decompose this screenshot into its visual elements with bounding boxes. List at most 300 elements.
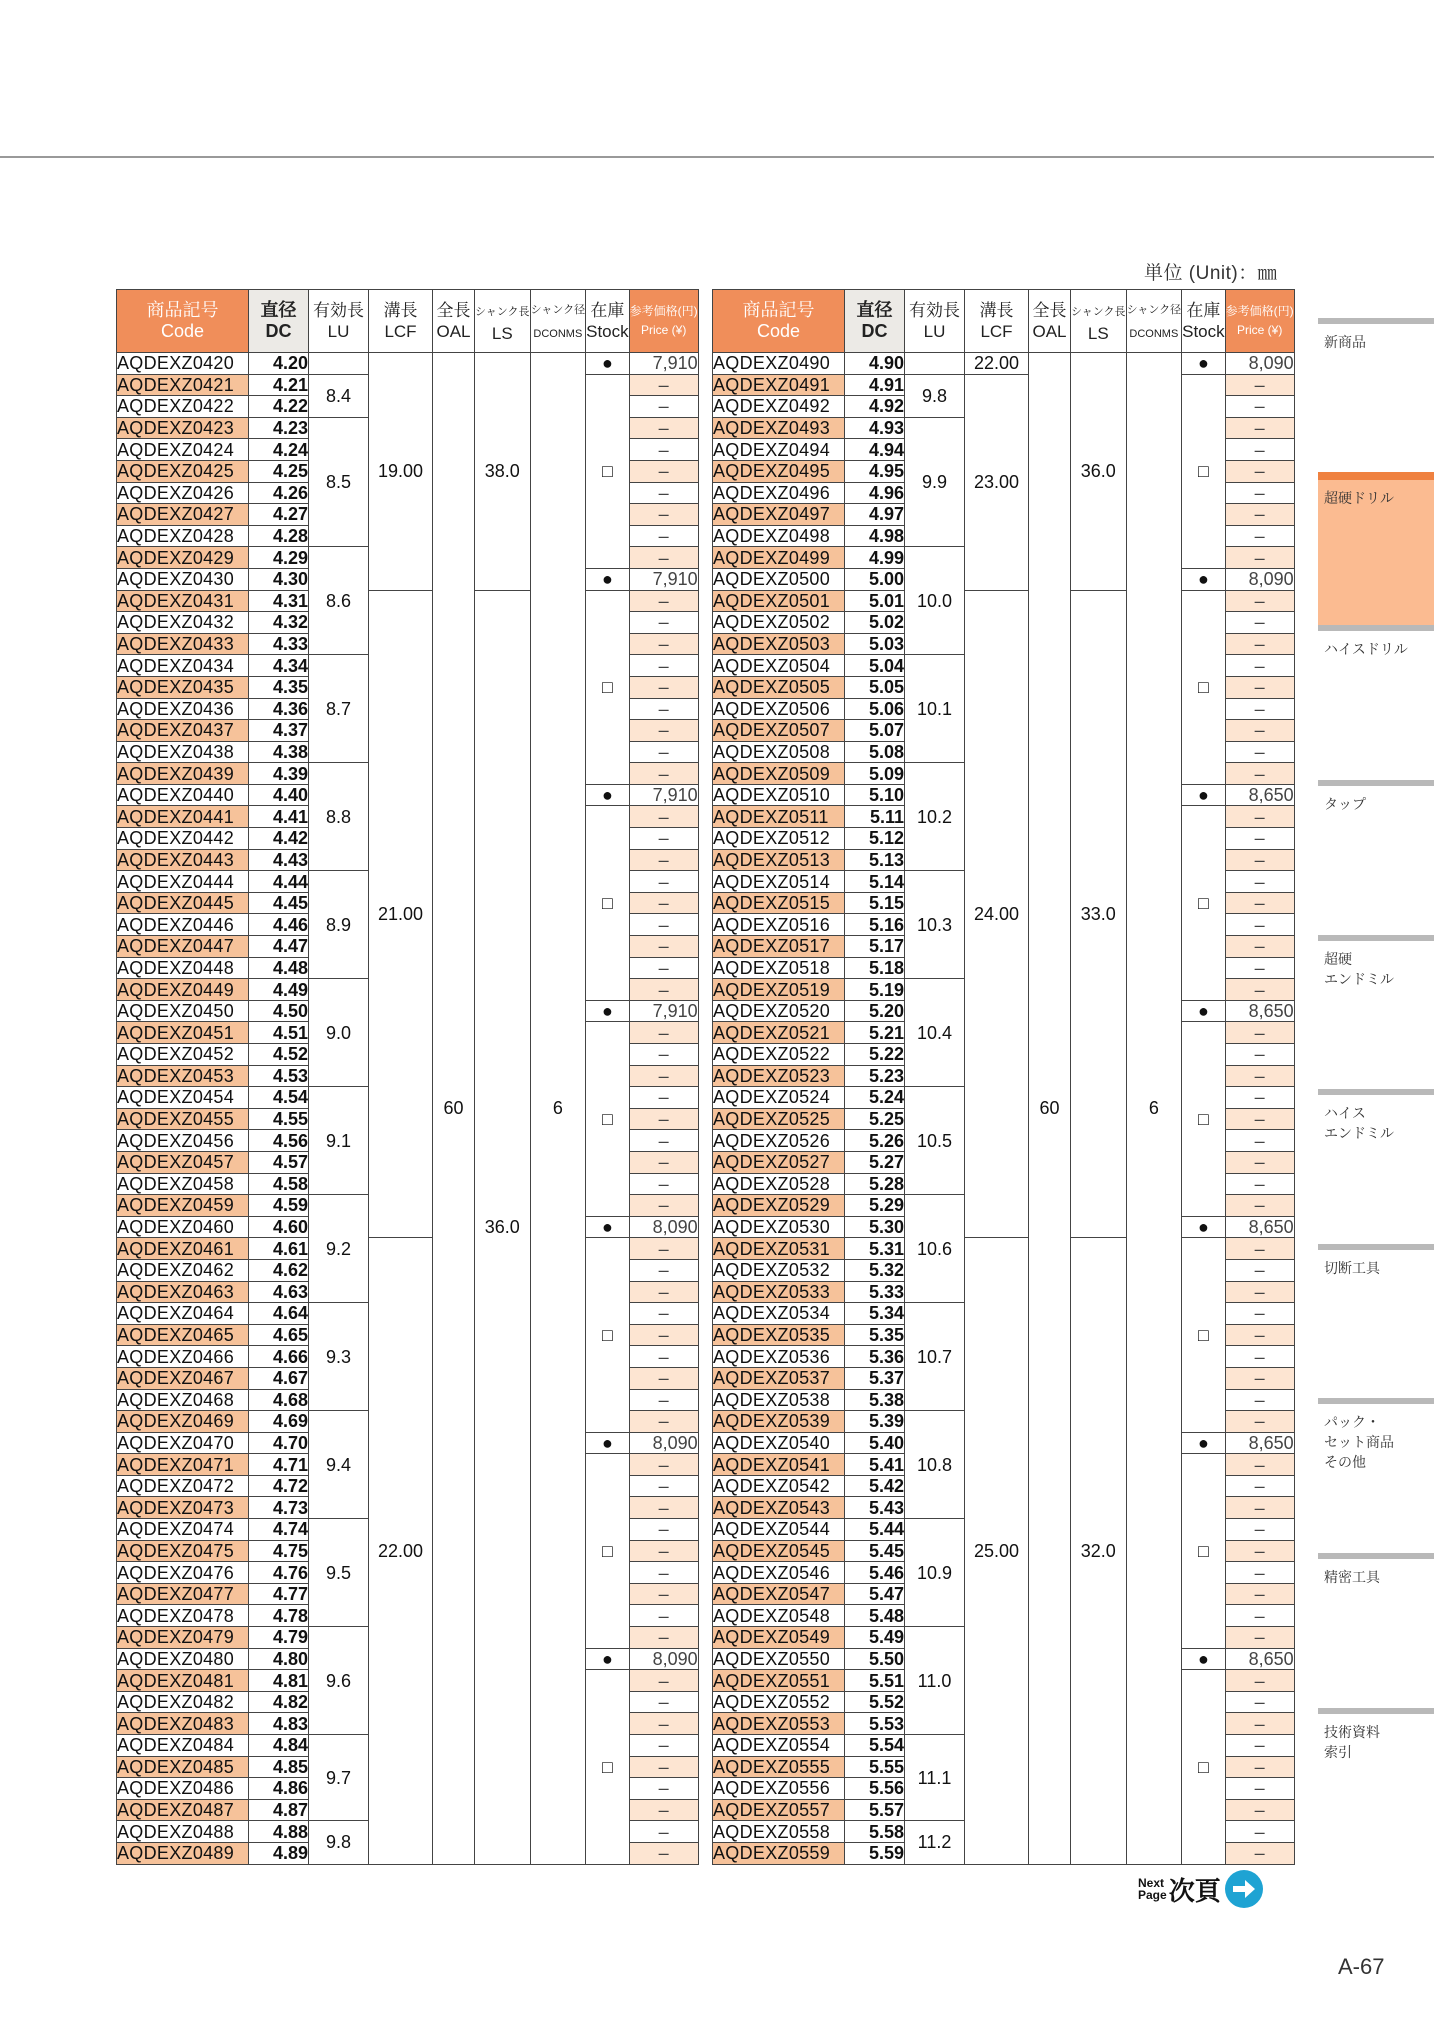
price-value: – xyxy=(629,482,698,504)
price-value: – xyxy=(1225,828,1294,850)
diameter-value: 5.10 xyxy=(845,784,905,806)
diameter-value: 4.67 xyxy=(249,1367,309,1389)
product-code: AQDEXZ0436 xyxy=(117,698,249,720)
col-header-stock-line: 在庫 xyxy=(590,301,625,320)
diameter-value: 5.41 xyxy=(845,1454,905,1476)
side-tab[interactable] xyxy=(1318,1089,1434,1143)
lu-value: 10.2 xyxy=(905,763,965,871)
price-value: – xyxy=(1225,1735,1294,1757)
diameter-value: 5.45 xyxy=(845,1540,905,1562)
product-code: AQDEXZ0503 xyxy=(713,633,845,655)
diameter-value: 4.83 xyxy=(249,1713,309,1735)
col-header-dcon xyxy=(1126,290,1182,353)
diameter-value: 4.27 xyxy=(249,504,309,526)
product-code: AQDEXZ0530 xyxy=(713,1216,845,1238)
price-value: – xyxy=(1225,1411,1294,1433)
col-header-oal-line: 全長 xyxy=(1032,301,1067,320)
diameter-value: 4.79 xyxy=(249,1627,309,1649)
arrow-right-circle-icon xyxy=(1225,1870,1263,1908)
price-value: – xyxy=(629,417,698,439)
side-tab-label xyxy=(1318,631,1434,659)
diameter-value: 5.21 xyxy=(845,1022,905,1044)
side-tab[interactable] xyxy=(1318,780,1434,814)
product-code: AQDEXZ0558 xyxy=(713,1821,845,1843)
product-code: AQDEXZ0473 xyxy=(117,1497,249,1519)
product-code: AQDEXZ0465 xyxy=(117,1324,249,1346)
col-header-dcon-line: DCONMS xyxy=(1129,328,1179,340)
lu-value: 9.4 xyxy=(309,1411,369,1519)
diameter-value: 4.28 xyxy=(249,525,309,547)
diameter-value: 5.35 xyxy=(845,1324,905,1346)
col-header-ls xyxy=(1071,290,1127,353)
lu-value: 11.0 xyxy=(905,1627,965,1735)
diameter-value: 4.95 xyxy=(845,460,905,482)
diameter-value: 4.85 xyxy=(249,1756,309,1778)
diameter-value: 4.90 xyxy=(845,353,905,375)
col-header-lu-line: LU xyxy=(923,322,946,341)
side-tab-line: パック・ xyxy=(1324,1414,1380,1430)
diameter-value: 4.71 xyxy=(249,1454,309,1476)
product-code: AQDEXZ0463 xyxy=(117,1281,249,1303)
price-value: 7,910 xyxy=(629,784,698,806)
product-code: AQDEXZ0554 xyxy=(713,1735,845,1757)
stock-value: □ xyxy=(586,806,630,1000)
product-code: AQDEXZ0482 xyxy=(117,1691,249,1713)
col-header-dc-line: 直径 xyxy=(260,300,297,320)
diameter-value: 4.59 xyxy=(249,1195,309,1217)
price-value: – xyxy=(629,1108,698,1130)
table-row xyxy=(117,353,699,375)
product-code: AQDEXZ0489 xyxy=(117,1842,249,1864)
product-code: AQDEXZ0480 xyxy=(117,1648,249,1670)
oal-value: 60 xyxy=(433,353,475,1865)
price-value: – xyxy=(1225,1627,1294,1649)
col-header-price xyxy=(1225,290,1294,353)
side-tab-line: エンドミル xyxy=(1324,1125,1394,1141)
col-header-lu-line: LU xyxy=(327,322,350,341)
lcf-value: 21.00 xyxy=(369,590,433,1238)
price-value: 8,090 xyxy=(1225,568,1294,590)
price-value: – xyxy=(1225,374,1294,396)
price-value: – xyxy=(629,504,698,526)
diameter-value: 4.87 xyxy=(249,1799,309,1821)
price-value: – xyxy=(629,957,698,979)
diameter-value: 5.06 xyxy=(845,698,905,720)
product-code: AQDEXZ0476 xyxy=(117,1562,249,1584)
price-value: – xyxy=(629,547,698,569)
diameter-value: 5.24 xyxy=(845,1087,905,1109)
side-tab[interactable] xyxy=(1318,318,1434,352)
diameter-value: 5.15 xyxy=(845,892,905,914)
product-code: AQDEXZ0509 xyxy=(713,763,845,785)
diameter-value: 5.53 xyxy=(845,1713,905,1735)
product-code: AQDEXZ0449 xyxy=(117,979,249,1001)
diameter-value: 4.31 xyxy=(249,590,309,612)
col-header-price-line: 参考価格(円) xyxy=(629,304,698,318)
side-tab[interactable] xyxy=(1318,935,1434,989)
price-value: – xyxy=(629,936,698,958)
price-value: – xyxy=(629,460,698,482)
diameter-value: 4.74 xyxy=(249,1519,309,1541)
col-header-price-line: Price (¥) xyxy=(1236,323,1283,337)
price-value: – xyxy=(1225,1691,1294,1713)
stock-value: ● xyxy=(1182,1000,1226,1022)
product-code: AQDEXZ0541 xyxy=(713,1454,845,1476)
price-value: – xyxy=(1225,1022,1294,1044)
ls-value: 36.0 xyxy=(475,590,531,1864)
unit-label: 単位 (Unit)：㎜ xyxy=(1144,263,1278,284)
diameter-value: 4.48 xyxy=(249,957,309,979)
product-code: AQDEXZ0548 xyxy=(713,1605,845,1627)
product-code: AQDEXZ0420 xyxy=(117,353,249,375)
price-value: – xyxy=(629,1130,698,1152)
side-tab-label xyxy=(1318,786,1434,814)
lu-value: 9.7 xyxy=(309,1735,369,1821)
product-code: AQDEXZ0505 xyxy=(713,676,845,698)
lcf-value: 22.00 xyxy=(369,1238,433,1864)
lu-value: 8.8 xyxy=(309,763,369,871)
price-value: – xyxy=(629,1022,698,1044)
side-tab-line: 索引 xyxy=(1324,1744,1352,1760)
price-value: – xyxy=(629,1044,698,1066)
price-value: – xyxy=(629,1259,698,1281)
diameter-value: 5.09 xyxy=(845,763,905,785)
price-value: – xyxy=(1225,396,1294,418)
side-tab-line: 超硬ドリル xyxy=(1324,490,1394,506)
diameter-value: 4.88 xyxy=(249,1821,309,1843)
lu-value: 8.4 xyxy=(309,374,369,417)
dcon-value: 6 xyxy=(530,353,586,1865)
price-value: – xyxy=(1225,957,1294,979)
price-value: – xyxy=(629,1065,698,1087)
product-code: AQDEXZ0545 xyxy=(713,1540,845,1562)
diameter-value: 5.36 xyxy=(845,1346,905,1368)
col-header-ls-line: LS xyxy=(491,323,513,343)
product-code: AQDEXZ0511 xyxy=(713,806,845,828)
product-code: AQDEXZ0429 xyxy=(117,547,249,569)
price-value: – xyxy=(1225,741,1294,763)
stock-value: ● xyxy=(586,1432,630,1454)
diameter-value: 5.28 xyxy=(845,1173,905,1195)
product-code: AQDEXZ0529 xyxy=(713,1195,845,1217)
side-tab-line: 切断工具 xyxy=(1324,1260,1380,1276)
price-value: – xyxy=(629,914,698,936)
diameter-value: 5.56 xyxy=(845,1778,905,1800)
price-value: – xyxy=(629,1303,698,1325)
diameter-value: 4.93 xyxy=(845,417,905,439)
col-header-oal-line: OAL xyxy=(436,322,471,341)
product-code: AQDEXZ0502 xyxy=(713,612,845,634)
product-code: AQDEXZ0535 xyxy=(713,1324,845,1346)
product-code: AQDEXZ0510 xyxy=(713,784,845,806)
product-code: AQDEXZ0428 xyxy=(117,525,249,547)
product-code: AQDEXZ0553 xyxy=(713,1713,845,1735)
price-value: – xyxy=(1225,1173,1294,1195)
diameter-value: 5.39 xyxy=(845,1411,905,1433)
product-code: AQDEXZ0455 xyxy=(117,1108,249,1130)
price-value: – xyxy=(1225,460,1294,482)
lu-value: 11.2 xyxy=(905,1821,965,1864)
diameter-value: 4.39 xyxy=(249,763,309,785)
diameter-value: 5.00 xyxy=(845,568,905,590)
diameter-value: 4.97 xyxy=(845,504,905,526)
price-value: – xyxy=(629,1087,698,1109)
price-value: – xyxy=(629,396,698,418)
diameter-value: 4.29 xyxy=(249,547,309,569)
product-code: AQDEXZ0477 xyxy=(117,1583,249,1605)
lu-value: 10.7 xyxy=(905,1303,965,1411)
price-value: – xyxy=(1225,482,1294,504)
diameter-value: 4.32 xyxy=(249,612,309,634)
product-code: AQDEXZ0512 xyxy=(713,828,845,850)
price-value: – xyxy=(629,849,698,871)
lu-value: 8.7 xyxy=(309,655,369,763)
diameter-value: 4.89 xyxy=(249,1842,309,1864)
lu-value: 10.4 xyxy=(905,979,965,1087)
product-code: AQDEXZ0488 xyxy=(117,1821,249,1843)
product-code: AQDEXZ0519 xyxy=(713,979,845,1001)
next-page-link[interactable] xyxy=(1138,1870,1263,1908)
price-value: – xyxy=(1225,590,1294,612)
diameter-value: 5.16 xyxy=(845,914,905,936)
product-code: AQDEXZ0433 xyxy=(117,633,249,655)
product-code: AQDEXZ0497 xyxy=(713,504,845,526)
product-code: AQDEXZ0522 xyxy=(713,1044,845,1066)
stock-value: ● xyxy=(586,1000,630,1022)
price-value: – xyxy=(629,1605,698,1627)
diameter-value: 4.62 xyxy=(249,1259,309,1281)
diameter-value: 5.29 xyxy=(845,1195,905,1217)
diameter-value: 5.07 xyxy=(845,720,905,742)
lu-value: 10.0 xyxy=(905,547,965,655)
side-tab-label xyxy=(1318,1714,1434,1762)
product-code: AQDEXZ0525 xyxy=(713,1108,845,1130)
price-value: – xyxy=(629,741,698,763)
diameter-value: 4.76 xyxy=(249,1562,309,1584)
stock-value: ● xyxy=(1182,1648,1226,1670)
col-header-ls-line: LS xyxy=(1087,323,1109,343)
price-value: – xyxy=(1225,1778,1294,1800)
price-value: 7,910 xyxy=(629,353,698,375)
diameter-value: 5.20 xyxy=(845,1000,905,1022)
product-code: AQDEXZ0520 xyxy=(713,1000,845,1022)
product-code: AQDEXZ0500 xyxy=(713,568,845,590)
diameter-value: 5.26 xyxy=(845,1130,905,1152)
product-code: AQDEXZ0422 xyxy=(117,396,249,418)
product-code: AQDEXZ0556 xyxy=(713,1778,845,1800)
side-tab[interactable] xyxy=(1318,1398,1434,1472)
price-value: 8,650 xyxy=(1225,1000,1294,1022)
price-value: – xyxy=(1225,504,1294,526)
table-row xyxy=(117,1238,699,1260)
product-code: AQDEXZ0549 xyxy=(713,1627,845,1649)
price-value: – xyxy=(629,374,698,396)
side-tab-line: 新商品 xyxy=(1324,334,1366,350)
diameter-value: 4.66 xyxy=(249,1346,309,1368)
price-value: – xyxy=(1225,633,1294,655)
price-value: – xyxy=(629,871,698,893)
diameter-value: 5.50 xyxy=(845,1648,905,1670)
price-value: – xyxy=(1225,1670,1294,1692)
diameter-value: 5.46 xyxy=(845,1562,905,1584)
diameter-value: 4.73 xyxy=(249,1497,309,1519)
stock-value: □ xyxy=(586,1022,630,1216)
product-code: AQDEXZ0446 xyxy=(117,914,249,936)
col-header-code-line: 商品記号 xyxy=(742,300,815,320)
price-value: – xyxy=(1225,1238,1294,1260)
col-header-dc-line: DC xyxy=(861,321,888,341)
stock-value: ● xyxy=(1182,568,1226,590)
price-value: – xyxy=(1225,1540,1294,1562)
product-code: AQDEXZ0508 xyxy=(713,741,845,763)
side-tab-line: ハイス xyxy=(1324,1105,1366,1121)
price-value: – xyxy=(1225,1497,1294,1519)
lu-value: 8.5 xyxy=(309,417,369,547)
diameter-value: 5.23 xyxy=(845,1065,905,1087)
diameter-value: 5.05 xyxy=(845,676,905,698)
table-row xyxy=(713,374,1295,396)
price-value: – xyxy=(629,1799,698,1821)
col-header-stock-line: Stock xyxy=(586,322,629,341)
product-code: AQDEXZ0441 xyxy=(117,806,249,828)
price-value: – xyxy=(629,828,698,850)
diameter-value: 4.63 xyxy=(249,1281,309,1303)
price-value: 8,650 xyxy=(1225,784,1294,806)
diameter-value: 4.43 xyxy=(249,849,309,871)
price-value: – xyxy=(1225,1281,1294,1303)
price-value: – xyxy=(629,1519,698,1541)
diameter-value: 4.65 xyxy=(249,1324,309,1346)
stock-value: □ xyxy=(1182,806,1226,1000)
price-value: – xyxy=(629,1151,698,1173)
diameter-value: 4.51 xyxy=(249,1022,309,1044)
lu-value: 9.6 xyxy=(309,1627,369,1735)
diameter-value: 4.33 xyxy=(249,633,309,655)
header-row xyxy=(117,290,699,353)
diameter-value: 4.75 xyxy=(249,1540,309,1562)
diameter-value: 5.03 xyxy=(845,633,905,655)
product-code: AQDEXZ0440 xyxy=(117,784,249,806)
product-code: AQDEXZ0515 xyxy=(713,892,845,914)
price-value: 8,090 xyxy=(629,1432,698,1454)
col-header-lcf xyxy=(965,290,1029,353)
product-code: AQDEXZ0534 xyxy=(713,1303,845,1325)
price-value: – xyxy=(629,979,698,1001)
diameter-value: 4.49 xyxy=(249,979,309,1001)
side-tab-line: 超硬 xyxy=(1324,951,1352,967)
lu-value: 8.9 xyxy=(309,871,369,979)
side-tab[interactable] xyxy=(1318,1553,1434,1587)
product-code: AQDEXZ0457 xyxy=(117,1151,249,1173)
price-value: – xyxy=(1225,1130,1294,1152)
col-header-oal-line: OAL xyxy=(1032,322,1067,341)
col-header-dcon-line: シャンク径 xyxy=(530,304,586,316)
col-header-code-line: Code xyxy=(160,321,205,341)
price-value: 8,090 xyxy=(629,1216,698,1238)
diameter-value: 4.98 xyxy=(845,525,905,547)
price-value: – xyxy=(629,1454,698,1476)
diameter-value: 5.11 xyxy=(845,806,905,828)
side-tab[interactable] xyxy=(1318,472,1434,629)
price-value: – xyxy=(629,1195,698,1217)
spec-table xyxy=(116,289,699,1865)
price-value: – xyxy=(629,1238,698,1260)
price-value: – xyxy=(1225,1324,1294,1346)
product-code: AQDEXZ0444 xyxy=(117,871,249,893)
diameter-value: 4.54 xyxy=(249,1087,309,1109)
lu-value: 9.1 xyxy=(309,1087,369,1195)
price-value: 8,090 xyxy=(1225,353,1294,375)
product-code: AQDEXZ0460 xyxy=(117,1216,249,1238)
price-value: – xyxy=(629,1821,698,1843)
diameter-value: 5.57 xyxy=(845,1799,905,1821)
col-header-stock-line: Stock xyxy=(1182,322,1225,341)
product-code: AQDEXZ0431 xyxy=(117,590,249,612)
lcf-value: 19.00 xyxy=(369,353,433,591)
product-code: AQDEXZ0498 xyxy=(713,525,845,547)
stock-value: □ xyxy=(586,590,630,784)
product-code: AQDEXZ0528 xyxy=(713,1173,845,1195)
product-code: AQDEXZ0478 xyxy=(117,1605,249,1627)
diameter-value: 4.26 xyxy=(249,482,309,504)
diameter-value: 5.30 xyxy=(845,1216,905,1238)
side-tab-label xyxy=(1318,480,1434,508)
diameter-value: 5.01 xyxy=(845,590,905,612)
product-code: AQDEXZ0546 xyxy=(713,1562,845,1584)
side-tab[interactable] xyxy=(1318,625,1434,659)
lu-value: 9.8 xyxy=(309,1821,369,1864)
ls-value: 36.0 xyxy=(1071,353,1127,591)
lu-value: 9.8 xyxy=(905,374,965,417)
col-header-lcf-line: LCF xyxy=(384,322,417,341)
product-code: AQDEXZ0487 xyxy=(117,1799,249,1821)
product-code: AQDEXZ0514 xyxy=(713,871,845,893)
diameter-value: 4.92 xyxy=(845,396,905,418)
product-code: AQDEXZ0533 xyxy=(713,1281,845,1303)
price-value: – xyxy=(629,806,698,828)
diameter-value: 5.08 xyxy=(845,741,905,763)
side-tab[interactable] xyxy=(1318,1244,1434,1278)
product-code: AQDEXZ0527 xyxy=(713,1151,845,1173)
product-code: AQDEXZ0499 xyxy=(713,547,845,569)
stock-value: ● xyxy=(1182,1216,1226,1238)
product-code: AQDEXZ0481 xyxy=(117,1670,249,1692)
side-tab-line: エンドミル xyxy=(1324,971,1394,987)
diameter-value: 4.34 xyxy=(249,655,309,677)
price-value: – xyxy=(1225,698,1294,720)
price-value: – xyxy=(1225,1821,1294,1843)
stock-value: □ xyxy=(1182,1670,1226,1864)
diameter-value: 5.55 xyxy=(845,1756,905,1778)
product-code: AQDEXZ0513 xyxy=(713,849,845,871)
price-value: – xyxy=(1225,763,1294,785)
product-code: AQDEXZ0504 xyxy=(713,655,845,677)
diameter-value: 4.86 xyxy=(249,1778,309,1800)
price-value: – xyxy=(629,1691,698,1713)
product-code: AQDEXZ0435 xyxy=(117,676,249,698)
price-value: – xyxy=(1225,1842,1294,1864)
col-header-dcon xyxy=(530,290,586,353)
spec-table-left xyxy=(116,289,699,1865)
diameter-value: 4.82 xyxy=(249,1691,309,1713)
col-header-dc xyxy=(249,290,309,353)
price-value: – xyxy=(1225,1713,1294,1735)
product-code: AQDEXZ0469 xyxy=(117,1411,249,1433)
stock-value: ● xyxy=(586,1648,630,1670)
diameter-value: 5.51 xyxy=(845,1670,905,1692)
diameter-value: 4.35 xyxy=(249,676,309,698)
side-tab[interactable] xyxy=(1318,1708,1434,1762)
